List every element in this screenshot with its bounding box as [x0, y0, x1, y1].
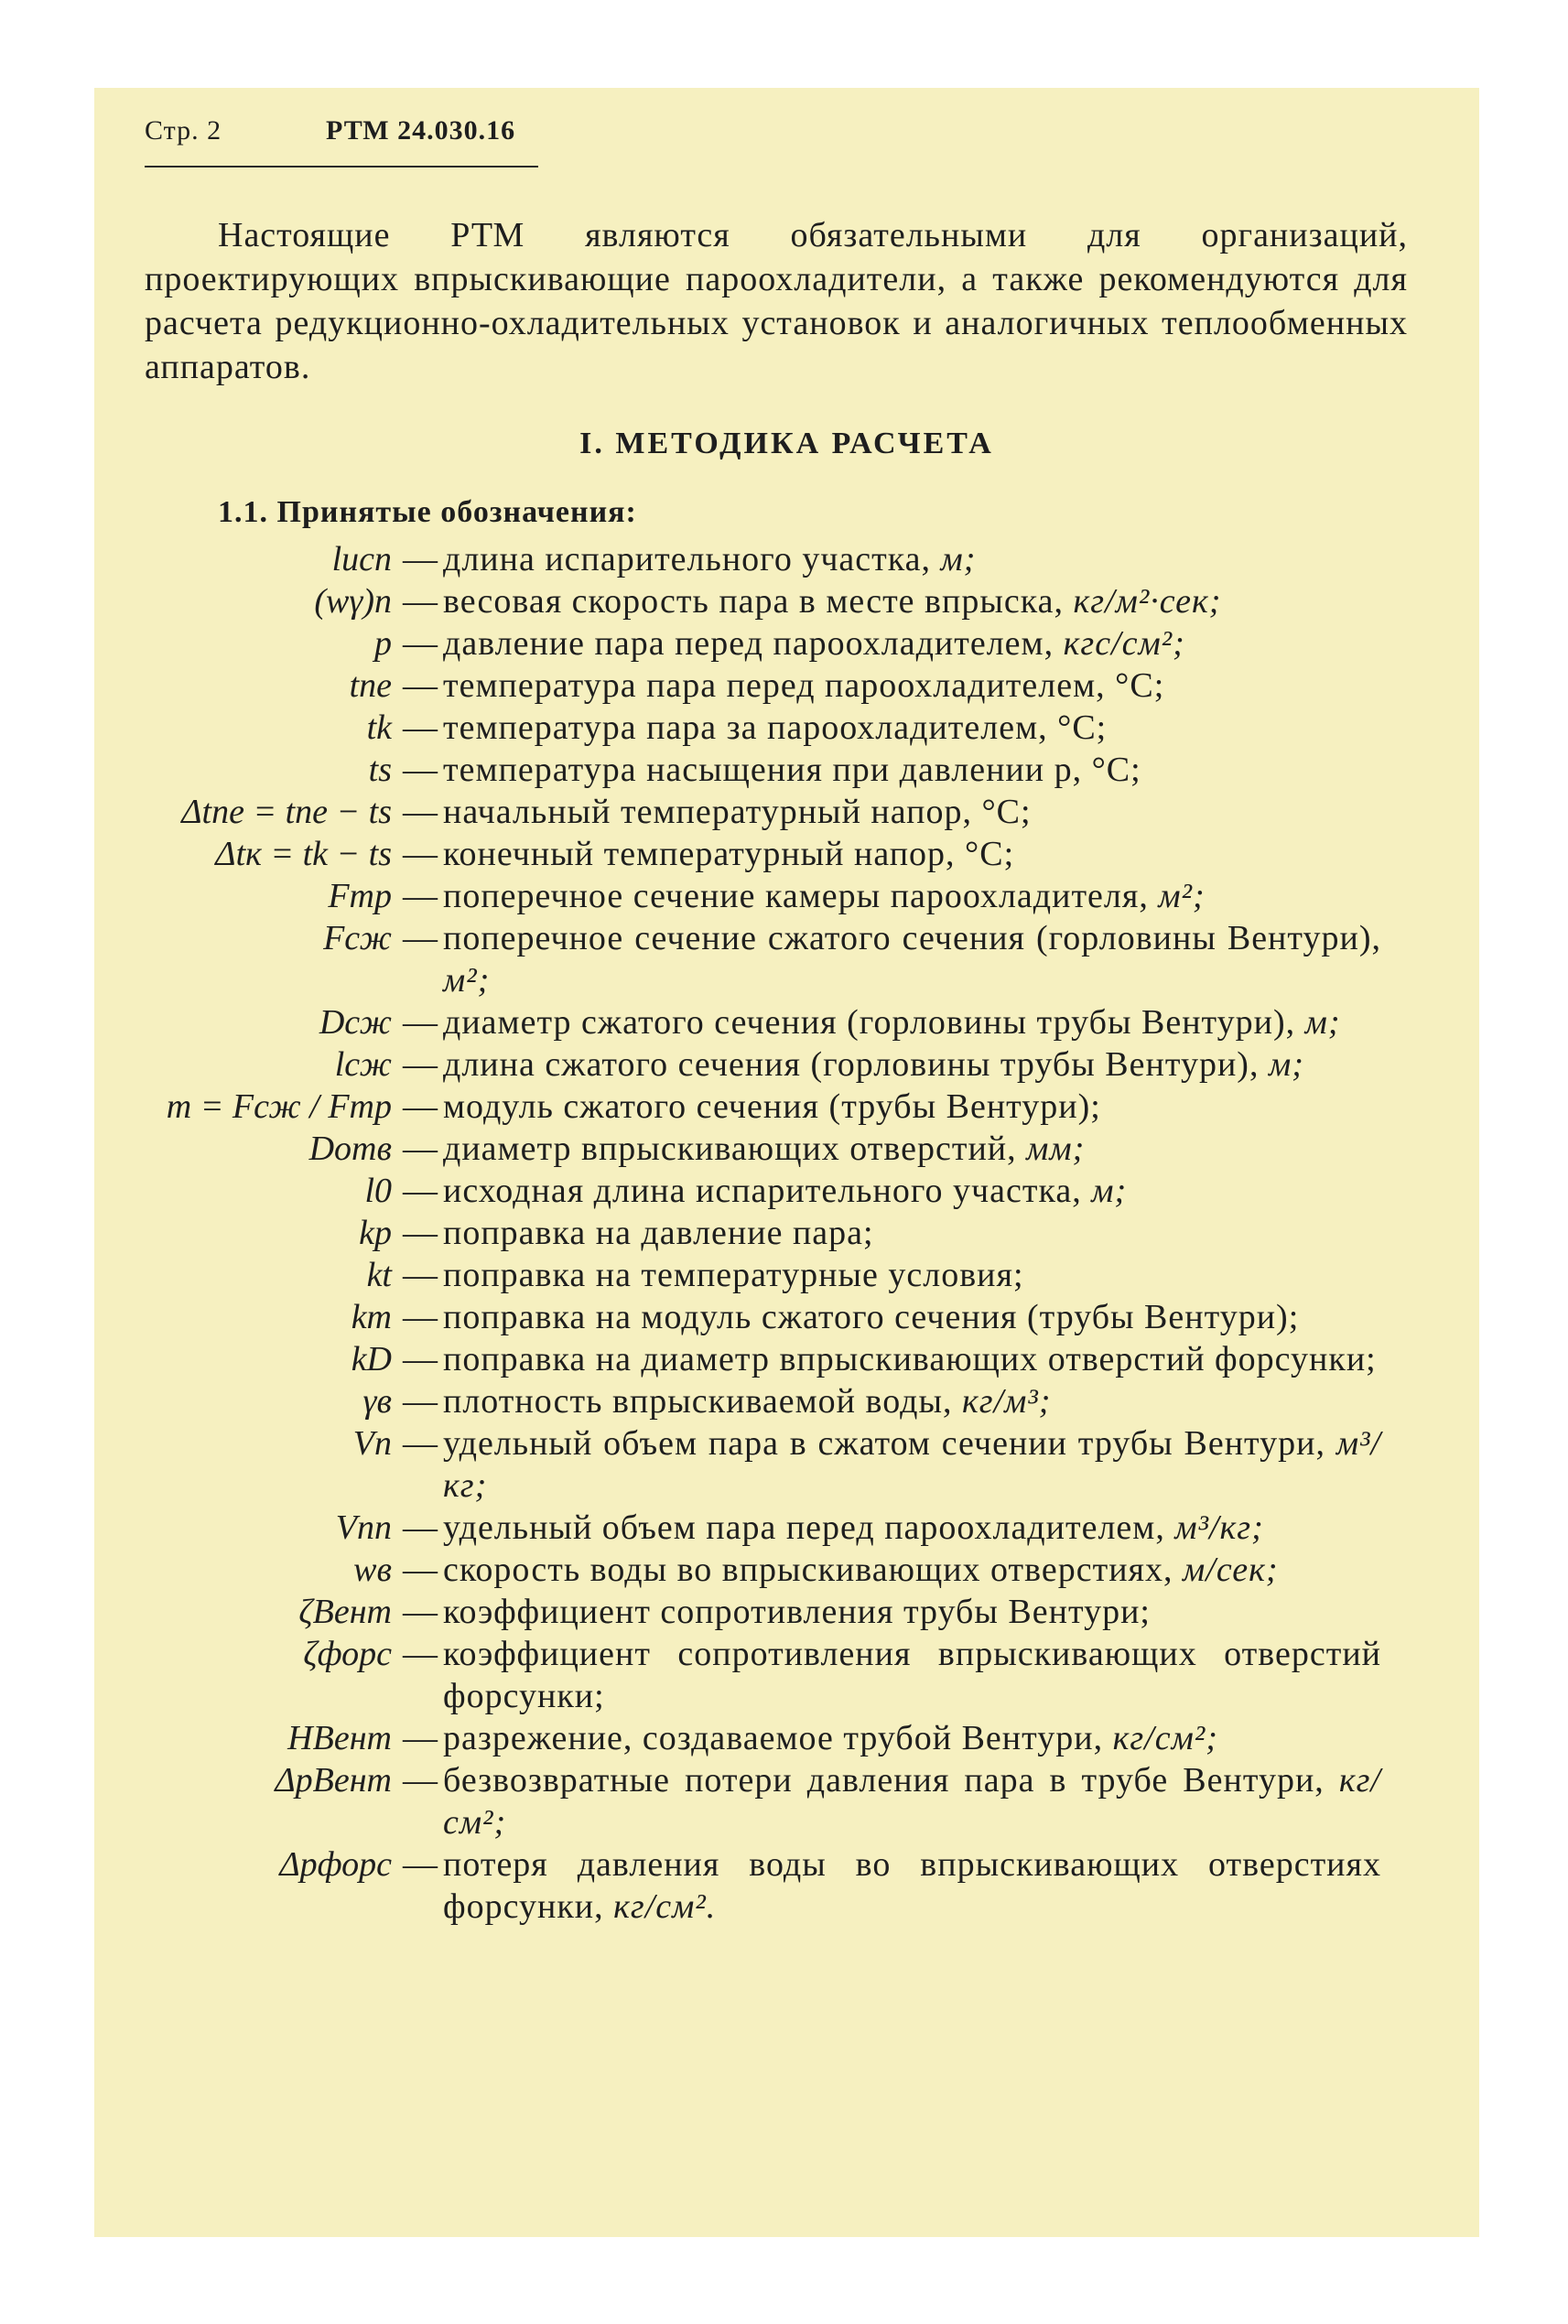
definition-dash: —	[403, 540, 438, 578]
definition-symbol: Dсж	[319, 1003, 392, 1042]
definition-row	[94, 1254, 1479, 1296]
definition-unit: м/сек;	[1183, 1551, 1279, 1589]
definition-dash: —	[403, 1424, 438, 1463]
definition-text	[443, 1507, 1381, 1549]
definition-row	[94, 707, 1479, 749]
definition-symbol: wв	[353, 1551, 392, 1589]
definition-row	[94, 622, 1479, 665]
definition-symbol: kp	[359, 1214, 392, 1252]
definition-unit: кгс/см²;	[1063, 624, 1185, 663]
definition-text	[443, 1128, 1381, 1170]
definition-row	[94, 833, 1479, 875]
definition-description: конечный температурный напор, °С;	[443, 835, 1015, 873]
definition-text	[443, 1633, 1381, 1717]
definition-row	[94, 917, 1479, 1001]
definition-row	[94, 1296, 1479, 1338]
definition-text	[443, 580, 1381, 622]
definition-text	[443, 665, 1381, 707]
definition-symbol: Fтр	[328, 877, 392, 915]
subsection-heading: 1.1. Принятые обозначения:	[218, 495, 637, 529]
definition-row	[94, 1043, 1479, 1086]
definition-symbol: γв	[362, 1382, 392, 1421]
definition-symbol: tk	[366, 708, 392, 747]
definition-text	[443, 1296, 1381, 1338]
definition-dash: —	[403, 1845, 438, 1884]
definition-unit: мм;	[1026, 1130, 1086, 1168]
definition-text	[443, 1338, 1381, 1380]
definition-dash: —	[403, 666, 438, 705]
definition-unit: м;	[1304, 1003, 1341, 1042]
definition-dash: —	[403, 624, 438, 663]
definition-symbol: (wγ)п	[314, 582, 392, 621]
definition-dash: —	[403, 1172, 438, 1210]
definition-row	[94, 1759, 1479, 1843]
definition-symbol: kt	[366, 1256, 392, 1294]
definition-unit: кг/см².	[613, 1887, 717, 1926]
definition-text	[443, 1380, 1381, 1422]
definition-row	[94, 1001, 1479, 1043]
definition-dash: —	[403, 793, 438, 831]
definition-description: поправка на температурные условия;	[443, 1256, 1024, 1294]
definition-description: температура пара перед пароохладителем, °С;	[443, 666, 1165, 705]
definition-unit: кг/м³;	[961, 1382, 1052, 1421]
definition-symbol: tпе	[349, 666, 392, 705]
definition-symbol: lсж	[334, 1045, 392, 1084]
definition-description: диаметр сжатого сечения (горловины трубы Вентури),	[443, 1003, 1296, 1042]
definition-unit: м²;	[443, 961, 491, 1000]
definition-description: поправка на давление пара;	[443, 1214, 874, 1252]
definition-row	[94, 1128, 1479, 1170]
definition-text	[443, 1212, 1381, 1254]
definition-dash: —	[403, 1130, 438, 1168]
definition-dash: —	[403, 1551, 438, 1589]
definition-description: длина испарительного участка,	[443, 540, 932, 578]
definition-symbol: ΔpВент	[275, 1761, 392, 1800]
definition-description: удельный объем пара перед пароохладителем,	[443, 1508, 1165, 1547]
definition-text	[443, 1043, 1381, 1086]
definition-row	[94, 1338, 1479, 1380]
definition-row	[94, 1422, 1479, 1507]
definition-description: поперечное сечение камеры пароохладителя,	[443, 877, 1149, 915]
definition-dash: —	[403, 1214, 438, 1252]
definition-description: коэффициент сопротивления впрыскивающих отверстий форсунки;	[443, 1635, 1381, 1715]
section-title: I. МЕТОДИКА РАСЧЕТА	[579, 427, 994, 460]
definition-text	[443, 707, 1381, 749]
definition-description: безвозвратные потери давления пара в трубе Вентури,	[443, 1761, 1325, 1800]
definition-text	[443, 1717, 1381, 1759]
definition-symbol: lисп	[331, 540, 392, 578]
definition-row	[94, 791, 1479, 833]
definition-symbol: l0	[364, 1172, 392, 1210]
definition-description: поправка на диаметр впрыскивающих отверстий форсунки;	[443, 1340, 1377, 1378]
definition-dash: —	[403, 1045, 438, 1084]
definition-description: поперечное сечение сжатого сечения (горловины Вентури),	[443, 919, 1381, 957]
definition-description: диаметр впрыскивающих отверстий,	[443, 1130, 1017, 1168]
definition-text	[443, 1843, 1381, 1928]
definition-symbol: ζфорс	[303, 1635, 392, 1673]
definition-row	[94, 665, 1479, 707]
definition-row	[94, 1086, 1479, 1128]
definition-description: разрежение, создаваемое трубой Вентури,	[443, 1719, 1104, 1757]
definition-dash: —	[403, 1087, 438, 1126]
definition-row	[94, 1212, 1479, 1254]
definition-dash: —	[403, 751, 438, 789]
definition-row	[94, 749, 1479, 791]
definition-symbol: km	[351, 1298, 392, 1336]
definition-dash: —	[403, 582, 438, 621]
definition-unit: м;	[940, 540, 977, 578]
definition-text	[443, 622, 1381, 665]
definition-dash: —	[403, 1340, 438, 1378]
definition-symbol: ts	[368, 751, 392, 789]
definition-dash: —	[403, 1298, 438, 1336]
document-page	[94, 88, 1479, 2237]
definition-unit: м;	[1091, 1172, 1128, 1210]
definition-row	[94, 1507, 1479, 1549]
definition-description: температура пара за пароохладителем, °С;	[443, 708, 1108, 747]
definition-text	[443, 875, 1381, 917]
definition-text	[443, 1001, 1381, 1043]
definition-dash: —	[403, 1635, 438, 1673]
definition-text	[443, 749, 1381, 791]
definition-unit: кг/см²;	[1112, 1719, 1218, 1757]
definition-unit: м³/кг;	[1174, 1508, 1264, 1547]
definition-description: длина сжатого сечения (горловины трубы Вентури),	[443, 1045, 1260, 1084]
definition-row	[94, 580, 1479, 622]
definition-text	[443, 1422, 1381, 1507]
definition-description: скорость воды во впрыскивающих отверстиях,	[443, 1551, 1173, 1589]
definition-dash: —	[403, 1382, 438, 1421]
definition-symbol: Fсж	[323, 919, 392, 957]
definition-unit: кг/м²·сек;	[1073, 582, 1222, 621]
definition-description: потеря давления воды во впрыскивающих отверстиях форсунки,	[443, 1845, 1381, 1926]
definition-symbol: p	[374, 624, 392, 663]
definition-dash: —	[403, 877, 438, 915]
definition-text	[443, 1591, 1381, 1633]
definition-row	[94, 1380, 1479, 1422]
definition-text	[443, 1549, 1381, 1591]
definition-symbol: m = Fсж / Fтр	[166, 1087, 392, 1126]
definition-dash: —	[403, 1256, 438, 1294]
definition-unit: м²;	[1158, 877, 1206, 915]
definition-text	[443, 1254, 1381, 1296]
definition-row	[94, 1549, 1479, 1591]
definition-description: удельный объем пара в сжатом сечении трубы Вентури,	[443, 1424, 1325, 1463]
definition-text	[443, 1170, 1381, 1212]
definition-symbol: Vпп	[335, 1508, 392, 1547]
definition-text	[443, 833, 1381, 875]
definition-text	[443, 917, 1381, 1001]
definition-symbol: Δpфорс	[279, 1845, 392, 1884]
definition-row	[94, 1591, 1479, 1633]
definition-dash: —	[403, 1003, 438, 1042]
definition-row	[94, 538, 1479, 580]
definition-symbol: Dотв	[308, 1130, 392, 1168]
definition-description: плотность впрыскиваемой воды,	[443, 1382, 953, 1421]
definition-text	[443, 1759, 1381, 1843]
definition-dash: —	[403, 1508, 438, 1547]
definition-row	[94, 875, 1479, 917]
definition-dash: —	[403, 708, 438, 747]
definition-text	[443, 538, 1381, 580]
definition-symbol: ζВент	[298, 1593, 392, 1631]
definition-dash: —	[403, 1761, 438, 1800]
definition-description: температура насыщения при давлении p, °С;	[443, 751, 1141, 789]
definition-dash: —	[403, 1593, 438, 1631]
definition-unit: кг/см²;	[443, 1761, 1381, 1842]
page-header	[145, 115, 538, 168]
definition-description: давление пара перед пароохладителем,	[443, 624, 1054, 663]
definition-symbol: HВент	[287, 1719, 392, 1757]
definition-description: исходная длина испарительного участка,	[443, 1172, 1082, 1210]
definition-row	[94, 1170, 1479, 1212]
definition-text	[443, 791, 1381, 833]
document-code: РТМ 24.030.16	[326, 115, 516, 146]
definition-dash: —	[403, 919, 438, 957]
definition-symbol: kD	[351, 1340, 392, 1378]
definition-row	[94, 1843, 1479, 1928]
definition-symbol: Vп	[352, 1424, 392, 1463]
definitions-list	[94, 538, 1479, 1928]
intro-paragraph: Настоящие РТМ являются обязательными для организаций, проектирующих впрыскивающие пароохладители, а также рекомендуются для расчета редукционно-охладительных установок и аналогичных теплообменных аппаратов.	[145, 216, 1408, 386]
definition-row	[94, 1633, 1479, 1717]
definition-unit: м³/кг;	[443, 1424, 1382, 1505]
definition-description: модуль сжатого сечения (трубы Вентури);	[443, 1087, 1101, 1126]
definition-unit: м;	[1268, 1045, 1304, 1084]
definition-dash: —	[403, 1719, 438, 1757]
page-number: Стр. 2	[145, 115, 222, 146]
definition-description: поправка на модуль сжатого сечения (трубы Вентури);	[443, 1298, 1300, 1336]
definition-symbol: Δtк = tk − ts	[215, 835, 392, 873]
definition-text	[443, 1086, 1381, 1128]
definition-description: весовая скорость пара в месте впрыска,	[443, 582, 1064, 621]
definition-dash: —	[403, 835, 438, 873]
definition-description: начальный температурный напор, °С;	[443, 793, 1032, 831]
definition-row	[94, 1717, 1479, 1759]
definition-description: коэффициент сопротивления трубы Вентури;	[443, 1593, 1151, 1631]
definition-symbol: Δtпе = tпе − ts	[181, 793, 392, 831]
